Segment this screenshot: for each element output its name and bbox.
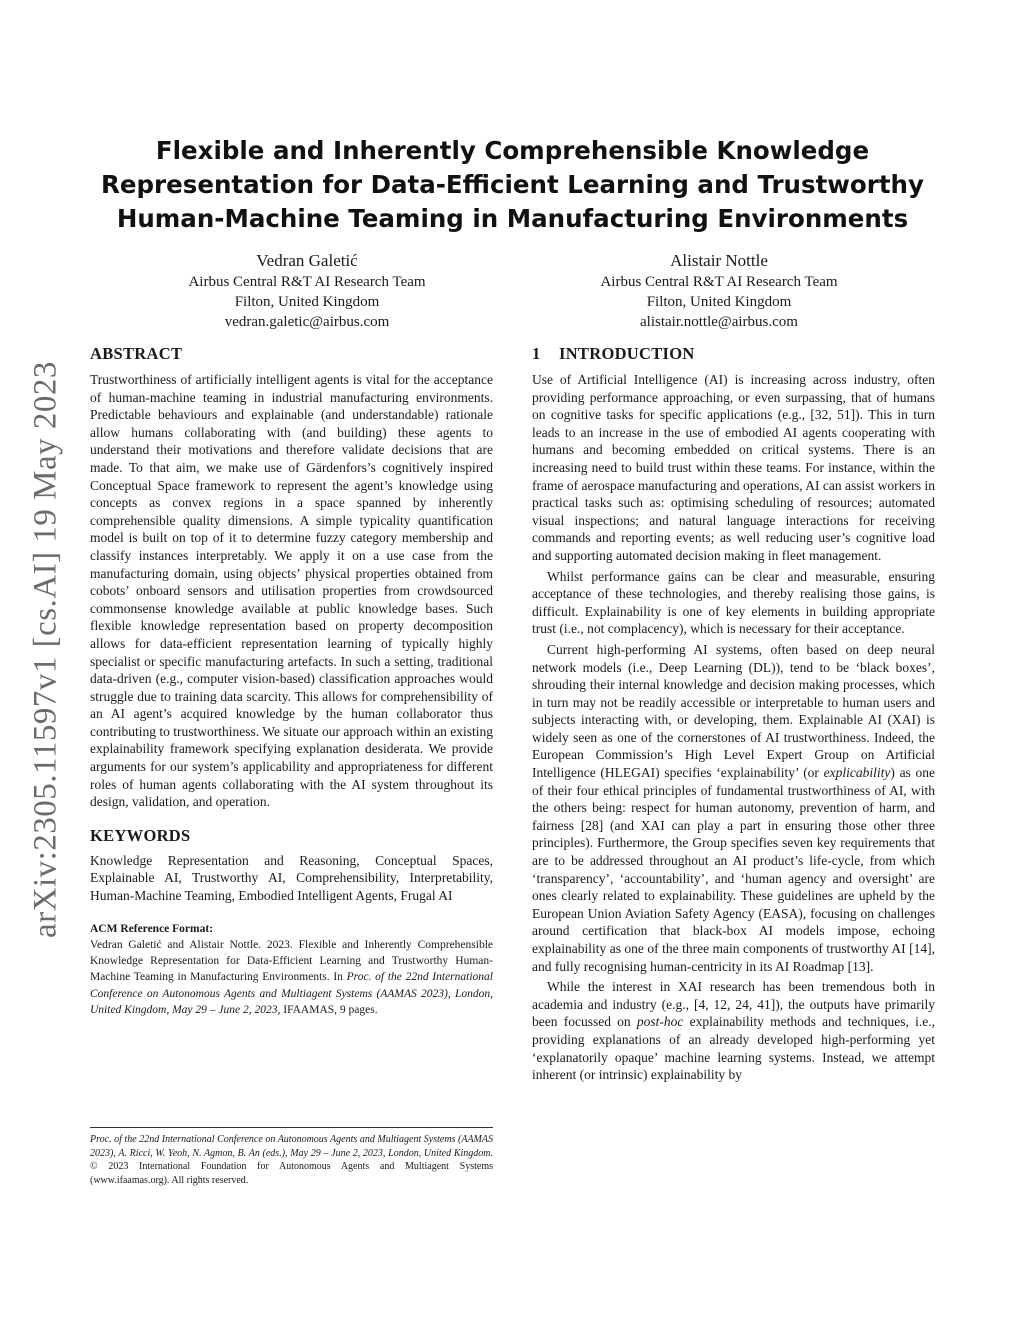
intro-p4-part-b: explainability methods and techniques, i.e., providing explanations of an already developed high-performing yet ‘explanatorily opaque’ machine learning systems. Instead, we attempt inherent (or intrinsic) explainability by	[532, 1014, 935, 1083]
title-line-1: Flexible and Inherently Comprehensible Knowledge	[155, 136, 870, 165]
title-line-3: Human-Machine Teaming in Manufacturing Environments	[116, 204, 909, 233]
right-column	[532, 343, 935, 1084]
footnote-venue: Proc. of the 22nd International Conference on Autonomous Agents and Multiagent Systems (AAMAS 2023), A. Ricci, W. Yeoh, N. Agmon, B. An (eds.), May 29 – June 2, 2023, London, United Kingdom.	[90, 1134, 493, 1159]
acm-reference-venue: Proc. of the 22nd International Conference on Autonomous Agents and Multiagent Systems (AAMAS 2023), London, United Kingdom, May 29 – June 2, 2023,	[90, 971, 493, 1016]
intro-p3-emphasis: explicability	[823, 765, 891, 781]
intro-paragraph-4	[532, 978, 935, 1084]
section-number: 1	[532, 344, 541, 363]
abstract-text: Trustworthiness of artificially intelligent agents is vital for the acceptance of human-machine teaming in industrial manufacturing environments. Predictable behaviours and explainable (and understandable) rationale allow humans collaborating with (and building) these agents to understand their motivations and therefore validate decisions that are made. To that aim, we make use of Gärdenfors’s cognitively inspired Conceptual Space framework to represent the agent’s knowledge using concepts as convex regions in a space spanned by inherently comprehensible quality dimensions. A simple typicality quantification model is built on top of it to determine fuzzy category membership and classify instances interpretably. We apply it on a use case from the manufacturing domain, using objects’ physical properties obtained from cobots’ onboard sensors and utilisation properties from crowdsourced commonsense knowledge available at public knowledge bases. Such flexible knowledge representation based on property decomposition allows for data-efficient representation learning of typically highly specialist or specific manufacturing artefacts. In such a setting, traditional data-driven (e.g., computer vision-based) classification approaches would struggle due to training data scarcity. This allows for comprehensibility of an AI agent’s acquired knowledge by the human collaborator thus contributing to trustworthiness. We situate our approach within an existing explainability framework specifying explanation desiderata. We provide arguments for our system’s applicability and appropriateness for different roles of human agents collaborating with the AI system throughout its design, validation, and operation.	[90, 372, 493, 810]
intro-p3-part-a: Current high-performing AI systems, often based on deep neural network models (i.e., Deep Learning (DL)), tend to be ‘black boxes’, shrouding their internal knowledge and decision making processes, which in turn may not be readily accessible or interpretable to human users and subjects interacting with, or developing, them. Explainable AI (XAI) is widely seen as one of the cornerstones of AI trustworthiness. Indeed, the European Commission’s High Level Expert Group on Artificial Intelligence (HLEGAI) specifies ‘explainability’ (or	[532, 641, 935, 781]
author-affiliation: Airbus Central R&T AI Research Team	[600, 274, 838, 290]
intro-p3-part-b: ) as one of their four ethical principles of fundamental trustworthiness of AI, with the others being: respect for human autonomy, prevention of harm, and fairness [28] (and XAI can play a part in ensuring those other three principles). Furthermore, the Group specifies seven key requirements that are to be addressed throughout an AI product’s life-cycle, from which ‘transparency’, ‘accountability’, and ‘human agency and oversight’ are ones clearly related to explainability. These guidelines are upheld by the European Union Aviation Safety Agency (EASA), focusing on challenges around certification that black-box AI models impose, echoing explainability as one of the three main components of trustworthy AI [14], and fully recognising human-centricity in its AI Roadmap [13].	[532, 765, 936, 974]
intro-paragraph-3	[532, 641, 935, 975]
author-block-1	[142, 250, 472, 332]
author-name: Vedran Galetić	[256, 251, 358, 270]
copyright-footnote	[90, 1127, 493, 1187]
introduction-heading	[532, 343, 935, 365]
author-location: Filton, United Kingdom	[646, 294, 792, 310]
intro-p4-part-a: While the interest in XAI research has been tremendous both in academia and industry (e.g., [4, 12, 24, 41]), the outputs have primarily been focussed on	[532, 979, 935, 1030]
left-column	[90, 343, 493, 1018]
author-email: alistair.nottle@airbus.com	[640, 314, 798, 330]
paper-title	[90, 134, 935, 236]
abstract-heading: ABSTRACT	[90, 344, 183, 363]
author-block-2	[554, 250, 884, 332]
title-line-2: Representation for Data-Efficient Learning and Trustworthy	[101, 170, 924, 199]
section-title: INTRODUCTION	[559, 344, 695, 363]
acm-reference-plain: Vedran Galetić and Alistair Nottle. 2023. Flexible and Inherently Comprehensible Knowledge Representation for Data-Efficient Learning and Trustworthy Human-Machine Teaming in Manufacturing Environments. In	[90, 938, 493, 984]
footnote-copyright: © 2023 International Foundation for Autonomous Agents and Multiagent Systems (www.ifaamas.org). All rights reserved.	[90, 1161, 493, 1186]
author-location: Filton, United Kingdom	[234, 294, 380, 310]
author-name: Alistair Nottle	[670, 251, 768, 270]
acm-reference-heading: ACM Reference Format:	[90, 922, 214, 935]
acm-reference-text	[90, 937, 493, 1018]
intro-p4-emphasis: post-hoc	[636, 1014, 684, 1030]
intro-paragraph-2: Whilst performance gains can be clear and measurable, ensuring acceptance of these technologies, and thereby realising those gains, is difficult. Explainability is one of key elements in building appropriate trust (i.e., not complacency), which is necessary for their acceptance.	[532, 568, 935, 637]
arxiv-identifier: arXiv:2305.11597v1 [cs.AI] 19 May 2023	[27, 361, 64, 939]
intro-paragraph-1: Use of Artificial Intelligence (AI) is increasing across industry, often providing performance approaching, or even surpassing, that of humans on cognitive tasks for specific applications (e.g., [32, 51]). This in turn leads to an increase in the use of embodied AI agents cooperating with humans and becoming embedded on critical systems. There is an increasing need to build trust within these teams. For instance, within the frame of aerospace manufacturing and operations, AI can assist workers in practical tasks such as: optimising scheduling of resources; automated visual inspections; and natural language interactions for receiving commands and reporting events; as well reducing user’s cognitive load and supporting automated decision making in fleet management.	[532, 372, 935, 563]
author-affiliation: Airbus Central R&T AI Research Team	[188, 274, 426, 290]
author-email: vedran.galetic@airbus.com	[224, 314, 390, 330]
keywords-text: Knowledge Representation and Reasoning, Conceptual Spaces, Explainable AI, Trustworthy AI, Comprehensibility, Interpretability, Human-Machine Teaming, Embodied Intelligent Agents, Frugal AI	[90, 852, 493, 904]
acm-reference-tail: IFAAMAS, 9 pages.	[280, 1003, 378, 1016]
keywords-heading: KEYWORDS	[90, 825, 191, 845]
